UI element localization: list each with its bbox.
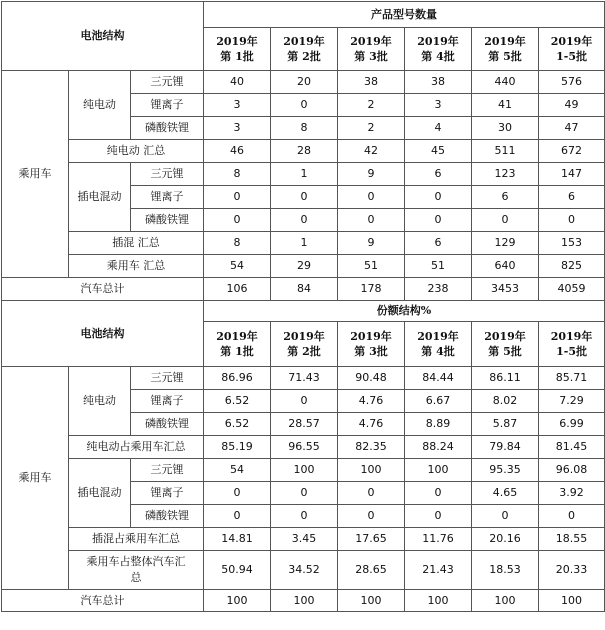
row-label: 三元锂: [131, 367, 204, 390]
battery-structure-header: 电池结构: [2, 2, 204, 71]
table-row: [2, 436, 605, 459]
cell: 50.94: [204, 551, 271, 590]
cell: 3.45: [271, 528, 338, 551]
cell: 7.29: [539, 390, 605, 413]
cell: 100: [539, 590, 605, 612]
auto-total-label: 汽车总计: [2, 590, 204, 612]
cell: 123: [472, 163, 539, 186]
cell: 6.52: [204, 390, 271, 413]
row-label: 锂离子: [131, 482, 204, 505]
pure-ev-label: 纯电动: [69, 71, 131, 140]
cell: 54: [204, 459, 271, 482]
cell: 9: [338, 232, 405, 255]
cell: 0: [204, 482, 271, 505]
cell: 20.16: [472, 528, 539, 551]
pure-ev-total-label: 纯电动 汇总: [69, 140, 204, 163]
cell: 20: [271, 71, 338, 94]
table-row: [2, 459, 605, 482]
cell: 88.24: [405, 436, 472, 459]
phev-share-label: 插混占乘用车汇总: [69, 528, 204, 551]
section-title-counts: 产品型号数量: [204, 2, 605, 28]
cell: 2: [338, 94, 405, 117]
row-label: 三元锂: [131, 459, 204, 482]
cell: 18.53: [472, 551, 539, 590]
cell: 20.33: [539, 551, 605, 590]
cell: 0: [204, 186, 271, 209]
phev-total-label: 插混 汇总: [69, 232, 204, 255]
column-header: 2019年 第 5批: [472, 322, 539, 367]
cell: 6.99: [539, 413, 605, 436]
table-row: [2, 140, 605, 163]
cell: 8: [204, 163, 271, 186]
cell: 71.43: [271, 367, 338, 390]
cell: 47: [539, 117, 605, 140]
table-row: [2, 232, 605, 255]
battery-structure-header: 电池结构: [2, 301, 204, 367]
cell: 86.96: [204, 367, 271, 390]
cell: 100: [338, 590, 405, 612]
column-header: 2019年 第 3批: [338, 322, 405, 367]
cell: 42: [338, 140, 405, 163]
cell: 81.45: [539, 436, 605, 459]
cell: 84.44: [405, 367, 472, 390]
cell: 0: [405, 209, 472, 232]
cell: 6: [539, 186, 605, 209]
cell: 3: [405, 94, 472, 117]
table-row: [2, 551, 605, 590]
section-title-shares: 份额结构%: [204, 301, 605, 322]
table-row: [2, 367, 605, 390]
cell: 6: [405, 163, 472, 186]
cell: 86.11: [472, 367, 539, 390]
cell: 84: [271, 278, 338, 301]
cell: 238: [405, 278, 472, 301]
cell: 79.84: [472, 436, 539, 459]
cell: 96.08: [539, 459, 605, 482]
cell: 0: [204, 505, 271, 528]
cell: 1: [271, 232, 338, 255]
cell: 28.57: [271, 413, 338, 436]
passenger-car-label: 乘用车: [2, 367, 69, 590]
cell: 54: [204, 255, 271, 278]
cell: 8: [204, 232, 271, 255]
cell: 6.52: [204, 413, 271, 436]
cell: 8.02: [472, 390, 539, 413]
column-header: 2019年 第 2批: [271, 322, 338, 367]
cell: 0: [338, 482, 405, 505]
passenger-share-label: 乘用车占整体汽车汇总: [69, 551, 204, 590]
cell: 51: [405, 255, 472, 278]
cell: 4.65: [472, 482, 539, 505]
cell: 100: [338, 459, 405, 482]
row-label: 磷酸铁锂: [131, 209, 204, 232]
cell: 6: [405, 232, 472, 255]
cell: 4.76: [338, 390, 405, 413]
cell: 440: [472, 71, 539, 94]
table-row: [2, 528, 605, 551]
cell: 672: [539, 140, 605, 163]
cell: 640: [472, 255, 539, 278]
row-label: 磷酸铁锂: [131, 117, 204, 140]
cell: 0: [472, 505, 539, 528]
cell: 0: [405, 482, 472, 505]
cell: 0: [271, 209, 338, 232]
cell: 100: [405, 590, 472, 612]
table-row: [2, 71, 605, 94]
row-label: 锂离子: [131, 94, 204, 117]
cell: 3.92: [539, 482, 605, 505]
cell: 28: [271, 140, 338, 163]
cell: 0: [271, 505, 338, 528]
cell: 1: [271, 163, 338, 186]
cell: 18.55: [539, 528, 605, 551]
cell: 0: [338, 505, 405, 528]
cell: 100: [405, 459, 472, 482]
passenger-total-label: 乘用车 汇总: [69, 255, 204, 278]
column-header: 2019年 第 4批: [405, 28, 472, 71]
cell: 51: [338, 255, 405, 278]
row-label: 三元锂: [131, 163, 204, 186]
cell: 0: [405, 505, 472, 528]
cell: 0: [405, 186, 472, 209]
table-row: [2, 255, 605, 278]
cell: 153: [539, 232, 605, 255]
cell: 8.89: [405, 413, 472, 436]
cell: 95.35: [472, 459, 539, 482]
row-label: 磷酸铁锂: [131, 505, 204, 528]
column-header: 2019年 1-5批: [539, 322, 605, 367]
cell: 6.67: [405, 390, 472, 413]
phev-label: 插电混动: [69, 459, 131, 528]
cell: 0: [338, 209, 405, 232]
cell: 21.43: [405, 551, 472, 590]
cell: 3: [204, 117, 271, 140]
cell: 0: [271, 390, 338, 413]
cell: 96.55: [271, 436, 338, 459]
cell: 90.48: [338, 367, 405, 390]
cell: 2: [338, 117, 405, 140]
cell: 28.65: [338, 551, 405, 590]
column-header: 2019年 1-5批: [539, 28, 605, 71]
cell: 82.35: [338, 436, 405, 459]
cell: 9: [338, 163, 405, 186]
column-header: 2019年 第 4批: [405, 322, 472, 367]
cell: 129: [472, 232, 539, 255]
row-label: 三元锂: [131, 71, 204, 94]
cell: 0: [539, 209, 605, 232]
cell: 4: [405, 117, 472, 140]
table-row: [2, 163, 605, 186]
row-label: 锂离子: [131, 186, 204, 209]
cell: 100: [271, 590, 338, 612]
cell: 0: [271, 94, 338, 117]
pure-ev-share-label: 纯电动占乘用车汇总: [69, 436, 204, 459]
cell: 4059: [539, 278, 605, 301]
cell: 0: [539, 505, 605, 528]
column-header: 2019年 第 5批: [472, 28, 539, 71]
cell: 106: [204, 278, 271, 301]
cell: 100: [472, 590, 539, 612]
passenger-car-label: 乘用车: [2, 71, 69, 278]
cell: 85.19: [204, 436, 271, 459]
table-row: [2, 278, 605, 301]
cell: 17.65: [338, 528, 405, 551]
cell: 38: [338, 71, 405, 94]
cell: 178: [338, 278, 405, 301]
cell: 3453: [472, 278, 539, 301]
cell: 49: [539, 94, 605, 117]
pure-ev-label: 纯电动: [69, 367, 131, 436]
cell: 825: [539, 255, 605, 278]
cell: 34.52: [271, 551, 338, 590]
auto-total-label: 汽车总计: [2, 278, 204, 301]
row-label: 磷酸铁锂: [131, 413, 204, 436]
cell: 46: [204, 140, 271, 163]
cell: 11.76: [405, 528, 472, 551]
cell: 0: [271, 482, 338, 505]
cell: 4.76: [338, 413, 405, 436]
cell: 40: [204, 71, 271, 94]
cell: 6: [472, 186, 539, 209]
cell: 38: [405, 71, 472, 94]
cell: 0: [472, 209, 539, 232]
cell: 511: [472, 140, 539, 163]
cell: 45: [405, 140, 472, 163]
cell: 14.81: [204, 528, 271, 551]
row-label: 锂离子: [131, 390, 204, 413]
column-header: 2019年 第 3批: [338, 28, 405, 71]
cell: 85.71: [539, 367, 605, 390]
battery-structure-table: [1, 1, 605, 612]
cell: 5.87: [472, 413, 539, 436]
column-header: 2019年 第 1批: [204, 322, 271, 367]
cell: 29: [271, 255, 338, 278]
cell: 100: [271, 459, 338, 482]
cell: 0: [204, 209, 271, 232]
cell: 30: [472, 117, 539, 140]
cell: 0: [271, 186, 338, 209]
cell: 0: [338, 186, 405, 209]
cell: 147: [539, 163, 605, 186]
table-row: [2, 590, 605, 612]
cell: 576: [539, 71, 605, 94]
column-header: 2019年 第 1批: [204, 28, 271, 71]
cell: 8: [271, 117, 338, 140]
cell: 3: [204, 94, 271, 117]
phev-label: 插电混动: [69, 163, 131, 232]
cell: 41: [472, 94, 539, 117]
column-header: 2019年 第 2批: [271, 28, 338, 71]
cell: 100: [204, 590, 271, 612]
